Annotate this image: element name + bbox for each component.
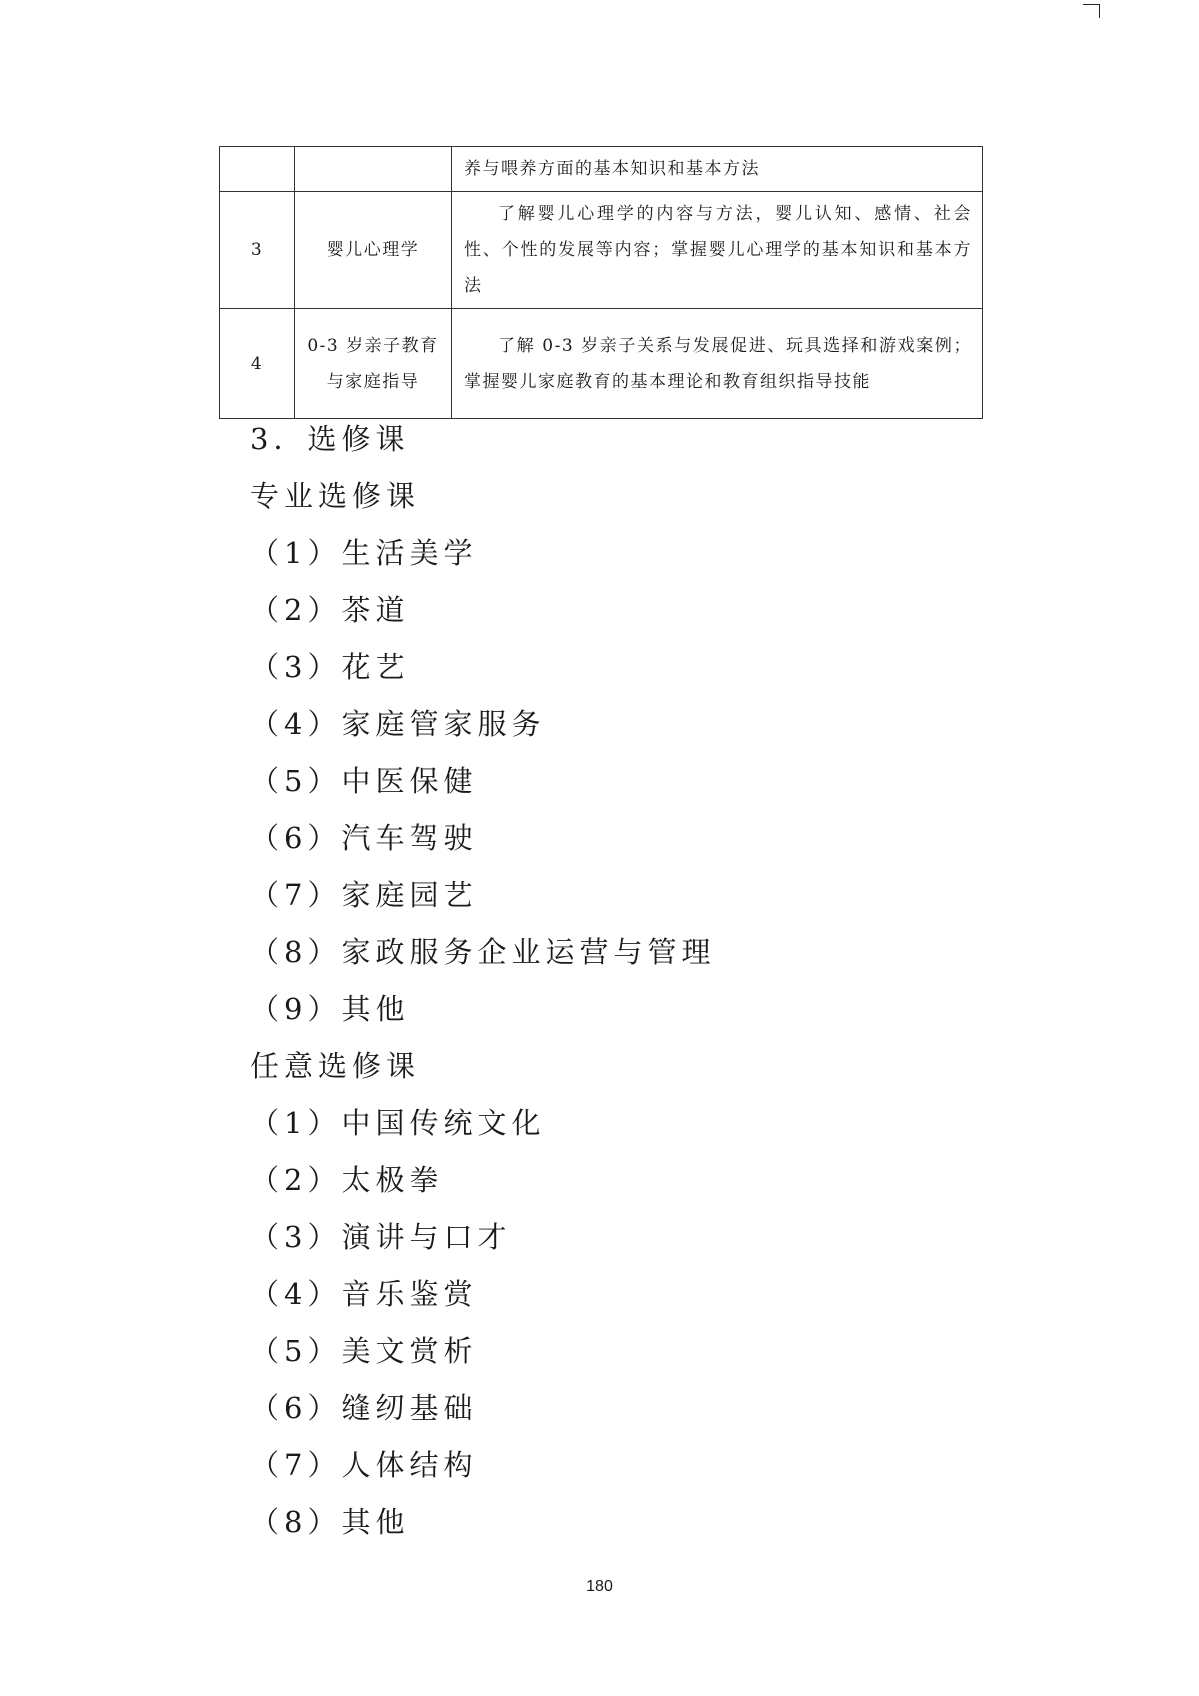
professional-electives-title: 专业选修课 [250,479,421,513]
section-title: 3．选修课 [250,422,410,456]
list-item: （8）家政服务企业运营与管理 [250,935,716,969]
list-item: （4）家庭管家服务 [250,707,546,741]
list-item: （2）茶道 [250,593,410,627]
list-item: （9）其他 [250,992,410,1026]
crop-mark-horizontal [1083,4,1099,5]
list-item: （7）人体结构 [250,1448,478,1482]
list-item: （3）演讲与口才 [250,1220,512,1254]
page-number: 180 [586,1578,613,1595]
crop-mark-vertical [1099,4,1100,18]
course-number [220,147,295,192]
table-row [220,147,983,192]
course-name: 0-3 岁亲子教育与家庭指导 [295,309,452,419]
course-table [219,146,983,419]
course-description: 了解婴儿心理学的内容与方法，婴儿认知、感情、社会性、个性的发展等内容；掌握婴儿心理学的基本知识和基本方法 [452,192,983,309]
optional-electives-title: 任意选修课 [250,1049,421,1083]
list-item: （1）生活美学 [250,536,478,570]
table-row [220,192,983,309]
list-item: （6）汽车驾驶 [250,821,478,855]
course-number: 3 [220,192,295,309]
course-number: 4 [220,309,295,419]
list-item: （5）美文赏析 [250,1334,478,1368]
list-item: （3）花艺 [250,650,410,684]
list-item: （6）缝纫基础 [250,1391,478,1425]
list-item: （1）中国传统文化 [250,1106,546,1140]
course-name [295,147,452,192]
list-item: （5）中医保健 [250,764,478,798]
course-name: 婴儿心理学 [295,192,452,309]
list-item: （4）音乐鉴赏 [250,1277,478,1311]
list-item: （2）太极拳 [250,1163,444,1197]
course-description: 养与喂养方面的基本知识和基本方法 [452,147,983,192]
course-description: 了解 0-3 岁亲子关系与发展促进、玩具选择和游戏案例；掌握婴儿家庭教育的基本理论和教育组织指导技能 [452,309,983,419]
list-item: （7）家庭园艺 [250,878,478,912]
table-row [220,309,983,419]
list-item: （8）其他 [250,1505,410,1539]
